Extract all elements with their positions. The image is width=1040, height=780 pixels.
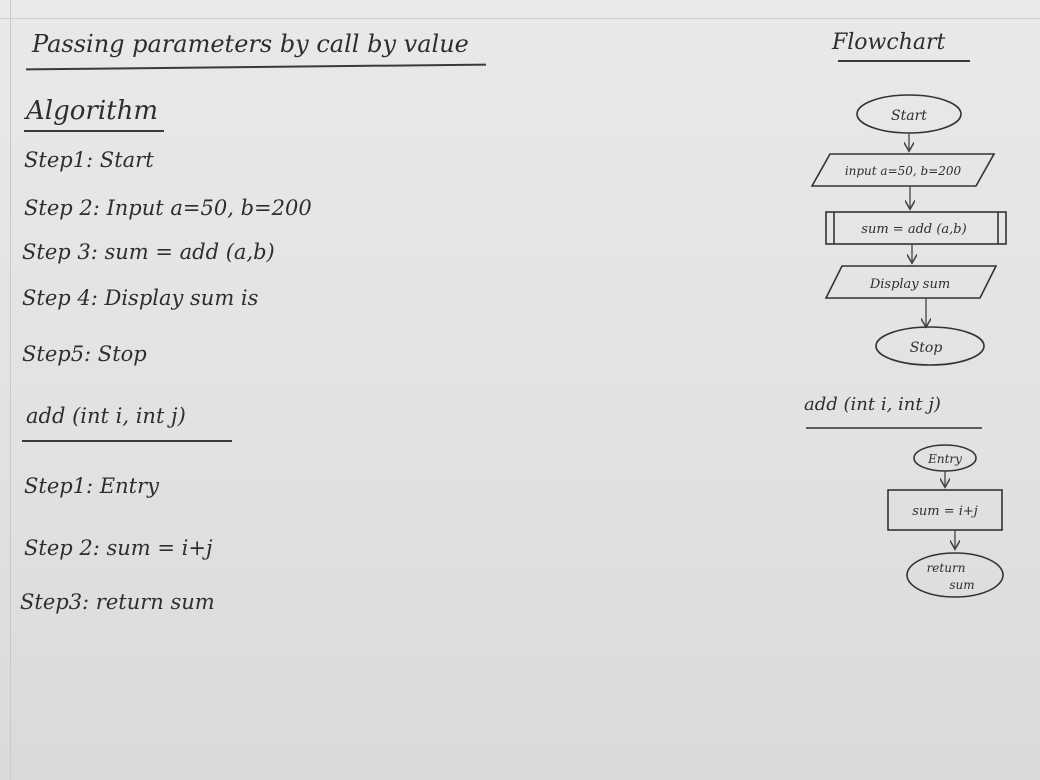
page-title: Passing parameters by call by value xyxy=(32,30,469,58)
function-step-1: Step1: Entry xyxy=(24,474,160,498)
display-label: Display sum xyxy=(869,277,951,292)
algorithm-step-4: Step 4: Display sum is xyxy=(22,286,259,310)
entry-terminal xyxy=(914,445,976,471)
display-parallelogram xyxy=(826,266,996,298)
function-step-3: Step3: return sum xyxy=(20,590,215,614)
algorithm-step-5: Step5: Stop xyxy=(22,342,147,366)
margin-line xyxy=(10,0,11,780)
algorithm-step-3: Step 3: sum = add (a,b) xyxy=(22,240,275,264)
algorithm-heading: Algorithm xyxy=(26,96,158,126)
top-ruled-line xyxy=(0,18,1040,19)
sub-process-label: sum = i+j xyxy=(912,504,978,519)
function-step-2: Step 2: sum = i+j xyxy=(24,536,213,560)
start-label: Start xyxy=(891,108,927,124)
title-underline xyxy=(26,64,486,71)
start-terminal xyxy=(857,95,961,133)
algorithm-underline xyxy=(24,130,164,132)
stop-terminal xyxy=(876,327,984,365)
process-box xyxy=(826,212,1006,244)
process-label: sum = add (a,b) xyxy=(861,222,967,237)
flowchart-underline xyxy=(838,60,970,62)
input-parallelogram xyxy=(812,154,994,186)
stop-label: Stop xyxy=(909,340,943,356)
sub-flowchart-heading: add (int i, int j) xyxy=(804,394,941,415)
return-label-line1: return xyxy=(926,561,966,575)
algorithm-step-1: Step1: Start xyxy=(24,148,154,172)
sub-process-box xyxy=(888,490,1002,530)
flowchart-heading: Flowchart xyxy=(832,30,946,55)
function-underline xyxy=(22,440,232,442)
return-terminal xyxy=(907,553,1003,597)
input-label: input a=50, b=200 xyxy=(844,164,962,178)
function-heading: add (int i, int j) xyxy=(26,404,186,428)
entry-label: Entry xyxy=(928,452,962,466)
algorithm-step-2: Step 2: Input a=50, b=200 xyxy=(24,196,312,220)
return-label-line2: sum xyxy=(949,578,975,592)
